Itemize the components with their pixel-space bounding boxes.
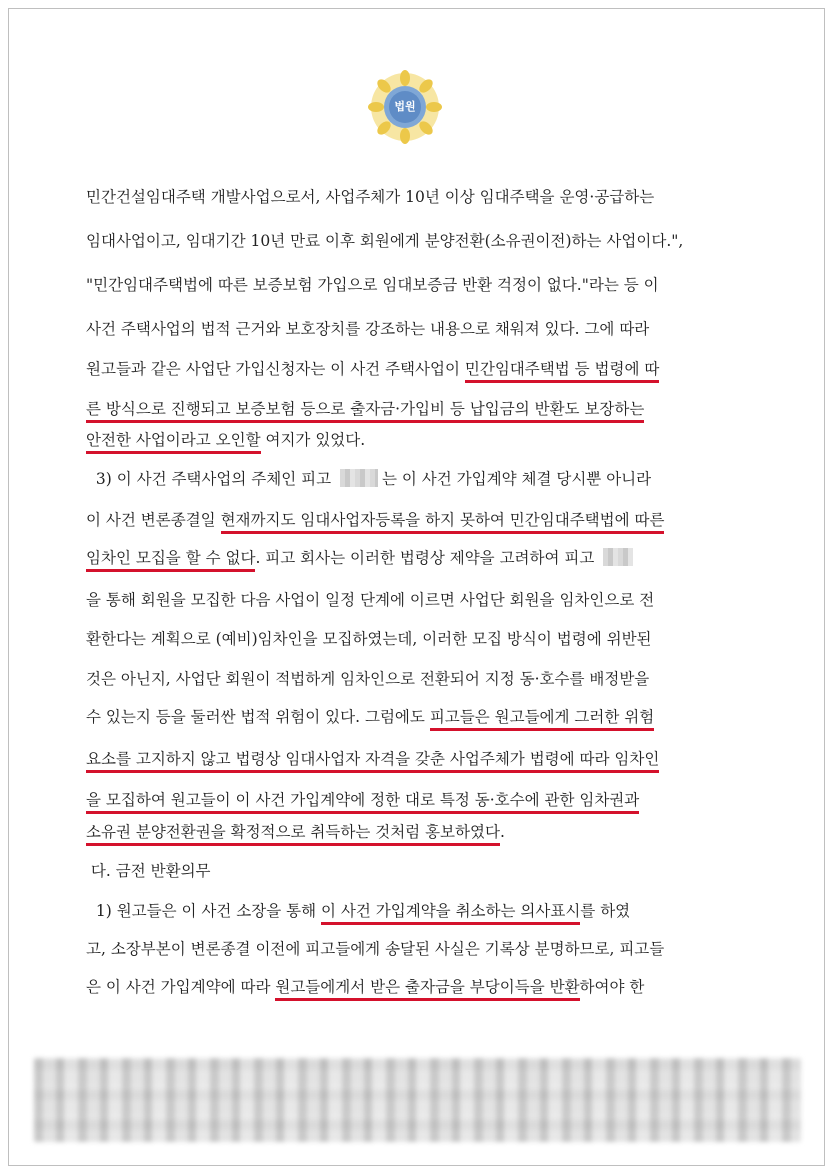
text-line <box>86 937 748 961</box>
underlined-phrase: 피고들은 원고들에게 그러한 위험 <box>430 708 654 731</box>
text-line <box>86 508 748 532</box>
text-line <box>86 185 748 209</box>
underlined-phrase: 소유권 분양전환권을 확정적으로 취득하는 것처럼 홍보하였다 <box>86 823 500 846</box>
text-line <box>86 357 748 381</box>
underlined-phrase: 안전한 사업이라고 오인할 <box>86 431 261 454</box>
text-segment: 는 이 사건 가입계약 체결 당시뿐 아니라 <box>381 470 652 488</box>
text-segment: 3) 이 사건 주택사업의 주체인 피고 <box>86 470 336 488</box>
text-line <box>86 546 748 570</box>
text-segment: "민간임대주택법에 따른 보증보험 가입으로 임대보증금 반환 걱정이 없다."라는 등 이 <box>86 276 659 294</box>
text-line <box>86 273 748 297</box>
text-segment: . 피고 회사는 이러한 법령상 제약을 고려하여 피고 <box>255 549 600 567</box>
text-segment: 여지가 있었다. <box>260 431 366 449</box>
text-line <box>86 397 748 421</box>
text-line <box>86 627 748 651</box>
underlined-phrase: 현재까지도 임대사업자등록을 하지 못하여 민간임대주택법에 따른 <box>221 511 665 534</box>
underlined-phrase: 을 모집하여 원고들이 이 사건 가입계약에 정한 대로 특정 동·호수에 관한 임차권과 <box>86 791 639 814</box>
redacted-name <box>340 469 378 487</box>
underlined-phrase: 원고들에게서 받은 출자금을 부당이득을 반환 <box>275 978 579 1001</box>
underlined-phrase: 요소를 고지하지 않고 법령상 임대사업자 자격을 갖춘 사업주체가 법령에 따라 임차인 <box>86 750 659 773</box>
text-line <box>86 859 748 883</box>
text-segment: . <box>499 823 505 841</box>
text-line <box>86 788 748 812</box>
text-line <box>86 747 748 771</box>
text-segment: 임대사업이고, 임대기간 10년 만료 이후 회원에게 분양전환(소유권이전)하는 사업이다.", <box>86 232 684 250</box>
text-segment: 민간건설임대주택 개발사업으로서, 사업주체가 10년 이상 임대주택을 운영·공급하는 <box>86 188 655 206</box>
text-segment: 이 사건 변론종결일 <box>86 511 221 529</box>
text-line <box>86 820 748 844</box>
seal-label: 법원 <box>394 100 416 113</box>
text-line <box>86 899 748 923</box>
underlined-phrase: 른 방식으로 진행되고 보증보험 등으로 출자금·가입비 등 납입금의 반환도 보장하는 <box>86 400 644 423</box>
text-segment: 를 하였 <box>580 902 631 920</box>
text-segment: 은 이 사건 가입계약에 따라 <box>86 978 276 996</box>
text-segment: 1) 원고들은 이 사건 소장을 통해 <box>86 902 322 920</box>
text-segment: 사건 주택사업의 법적 근거와 보호장치를 강조하는 내용으로 채워져 있다. 그에 따라 <box>86 320 650 338</box>
text-line <box>86 588 748 612</box>
text-segment: 수 있는지 등을 둘러싼 법적 위험이 있다. 그럼에도 <box>86 708 430 726</box>
text-segment: 고, 소장부본이 변론종결 이전에 피고들에게 송달된 사실은 기록상 분명하므로, 피고들 <box>86 940 665 958</box>
text-segment: 환한다는 계획으로 (예비)임차인을 모집하였는데, 이러한 모집 방식이 법령에 위반된 <box>86 630 652 648</box>
text-segment: 원고들과 같은 사업단 가입신청자는 이 사건 주택사업이 <box>86 360 465 378</box>
text-segment: 것은 아닌지, 사업단 회원이 적법하게 임차인으로 전환되어 지정 동·호수를 배정받을 <box>86 670 650 688</box>
redacted-name <box>603 548 633 566</box>
text-line <box>86 229 748 253</box>
text-line <box>86 317 748 341</box>
underlined-phrase: 이 사건 가입계약을 취소하는 의사표시 <box>321 902 580 925</box>
underlined-phrase: 민간임대주택법 등 법령에 따 <box>465 360 659 383</box>
text-line <box>86 467 748 491</box>
text-line <box>86 428 748 452</box>
text-line <box>86 705 748 729</box>
text-segment: 하여야 한 <box>579 978 645 996</box>
text-line <box>86 975 748 999</box>
text-line <box>86 667 748 691</box>
text-segment: 다. 금전 반환의무 <box>86 862 211 880</box>
text-segment: 을 통해 회원을 모집한 다음 사업이 일정 단계에 이르면 사업단 회원을 임차인으로 전 <box>86 591 655 609</box>
redacted-footer <box>34 1058 801 1142</box>
underlined-phrase: 임차인 모집을 할 수 없다 <box>86 549 255 572</box>
